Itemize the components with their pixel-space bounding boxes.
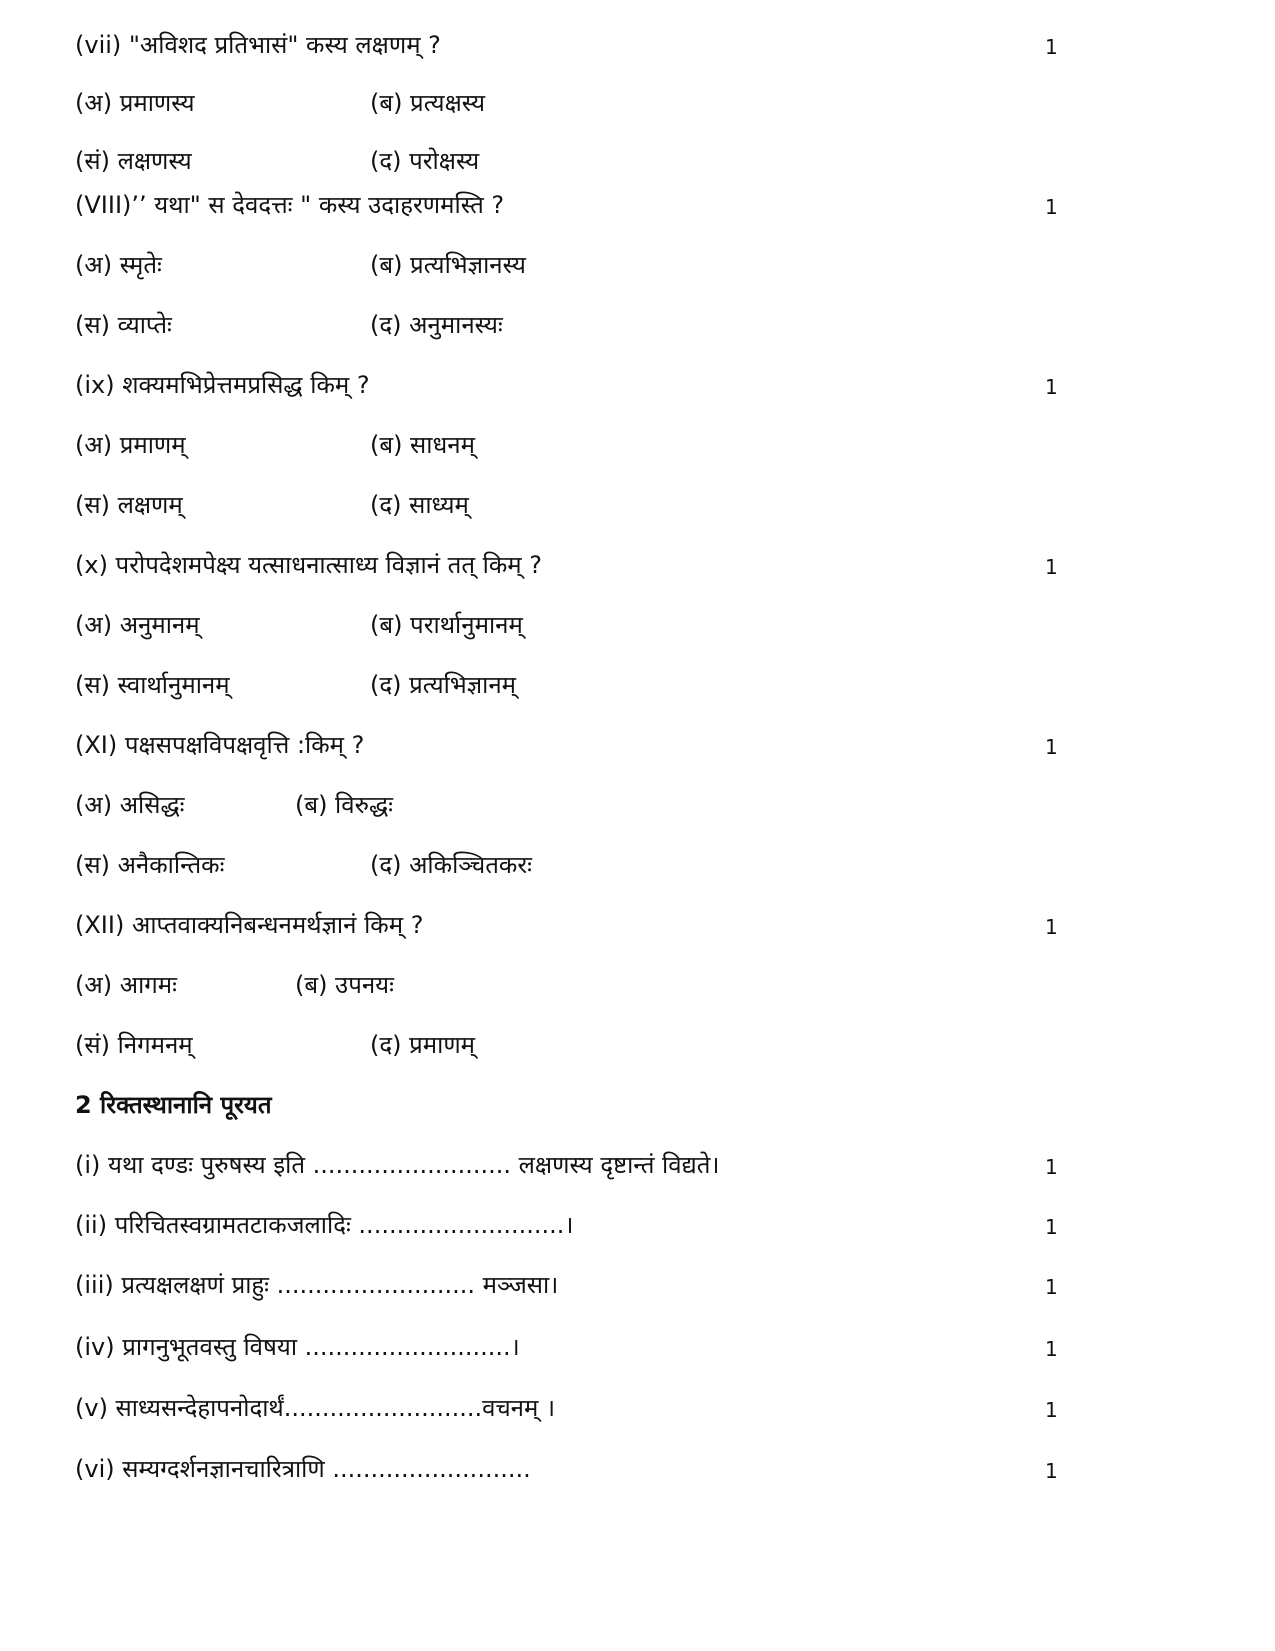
- question-viii-mark: 1: [1045, 195, 1058, 219]
- fill-blank-iv: (iv) प्रागनुभूतवस्तु विषया ...........................।: [75, 1333, 520, 1361]
- question-ix-option-c: (स) लक्षणम्: [75, 491, 183, 519]
- fill-blank-iii-mark: 1: [1045, 1275, 1058, 1299]
- question-x-option-c: (स) स्वार्थानुमानम्: [75, 671, 230, 699]
- fill-blank-iii: (iii) प्रत्यक्षलक्षणं प्राहुः .......................... मञ्जसा।: [75, 1271, 559, 1299]
- question-xi-mark: 1: [1045, 735, 1058, 759]
- question-x-mark: 1: [1045, 555, 1058, 579]
- section-2-heading: 2 रिक्तस्थानानि पूरयत: [75, 1091, 272, 1119]
- question-xi-option-a: (अ) असिद्धः: [75, 791, 185, 819]
- question-viii-option-d: (द) अनुमानस्यः: [370, 311, 503, 339]
- question-ix-option-a: (अ) प्रमाणम्: [75, 431, 186, 459]
- question-xii-option-c: (सं) निगमनम्: [75, 1031, 193, 1059]
- question-vii-option-a: (अ) प्रमाणस्य: [75, 89, 195, 117]
- question-vii-option-c: (सं) लक्षणस्य: [75, 147, 192, 175]
- question-x-option-a: (अ) अनुमानम्: [75, 611, 200, 639]
- question-ix-option-d: (द) साध्यम्: [370, 491, 469, 519]
- fill-blank-ii: (ii) परिचितस्वग्रामतटाकजलादिः ...........................।: [75, 1211, 574, 1239]
- fill-blank-vi: (vi) सम्यग्दर्शनज्ञानचारित्राणि ..........................: [75, 1455, 531, 1483]
- question-viii-option-a: (अ) स्मृतेः: [75, 251, 162, 279]
- fill-blank-vi-mark: 1: [1045, 1459, 1058, 1483]
- question-viii-option-c: (स) व्याप्तेः: [75, 311, 172, 339]
- question-xii-mark: 1: [1045, 915, 1058, 939]
- fill-blank-v-mark: 1: [1045, 1398, 1058, 1422]
- question-ix-mark: 1: [1045, 375, 1058, 399]
- fill-blank-iv-mark: 1: [1045, 1337, 1058, 1361]
- fill-blank-i-mark: 1: [1045, 1155, 1058, 1179]
- question-xi-option-b: (ब) विरुद्धः: [295, 791, 393, 819]
- fill-blank-v: (v) साध्यसन्देहापनोदार्थं..........................वचनम् ।: [75, 1394, 556, 1422]
- question-xi-option-c: (स) अनैकान्तिकः: [75, 851, 225, 879]
- question-ix: (ix) शक्यमभिप्रेत्तमप्रसिद्ध किम् ?: [75, 371, 370, 399]
- question-x-option-b: (ब) परार्थानुमानम्: [370, 611, 523, 639]
- fill-blank-ii-mark: 1: [1045, 1215, 1058, 1239]
- question-viii: (VIII)’’ यथा" स देवदत्तः " कस्य उदाहरणमस्ति ?: [75, 191, 505, 219]
- question-xii: (XII) आप्तवाक्यनिबन्धनमर्थज्ञानं किम् ?: [75, 911, 424, 939]
- question-xii-option-a: (अ) आगमः: [75, 971, 177, 999]
- question-viii-option-b: (ब) प्रत्यभिज्ञानस्य: [370, 251, 526, 279]
- question-xii-option-d: (द) प्रमाणम्: [370, 1031, 476, 1059]
- fill-blank-i: (i) यथा दण्डः पुरुषस्य इति .......................... लक्षणस्य दृष्टान्तं विद्यते।: [75, 1151, 720, 1179]
- question-vii-option-b: (ब) प्रत्यक्षस्य: [370, 89, 486, 117]
- question-vii-mark: 1: [1045, 35, 1058, 59]
- question-xii-option-b: (ब) उपनयः: [295, 971, 394, 999]
- question-vii-option-d: (द) परोक्षस्य: [370, 147, 480, 175]
- question-x: (x) परोपदेशमपेक्ष्य यत्साधनात्साध्य विज्ञानं तत् किम् ?: [75, 551, 542, 579]
- question-xi: (XI) पक्षसपक्षविपक्षवृत्ति :किम् ?: [75, 731, 365, 759]
- question-ix-option-b: (ब) साधनम्: [370, 431, 475, 459]
- question-x-option-d: (द) प्रत्यभिज्ञानम्: [370, 671, 516, 699]
- question-xi-option-d: (द) अकिञ्चितकरः: [370, 851, 533, 879]
- question-vii: (vii) "अविशद प्रतिभासं" कस्य लक्षणम् ?: [75, 31, 441, 59]
